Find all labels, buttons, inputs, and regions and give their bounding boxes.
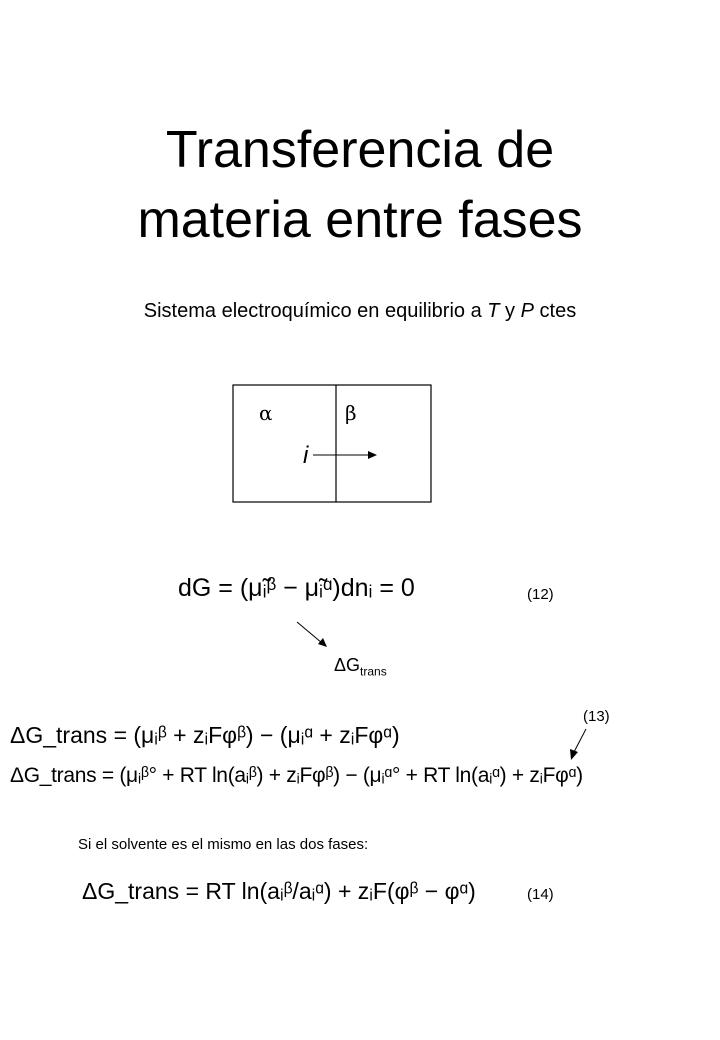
equation-14: ΔG_trans = RT ln(aᵢᵝ/aᵢᵅ) + zᵢF(φᵝ − φᵅ) — [82, 878, 476, 904]
eq13-arrow-line — [574, 729, 586, 752]
eq12-arrow-head — [318, 638, 327, 647]
eq13-arrow-head — [570, 749, 578, 760]
eq12-arrow-line — [297, 622, 322, 643]
subtitle-P: P — [520, 300, 534, 322]
page-title-line-2: materia entre fases — [137, 191, 583, 249]
subtitle-T: T — [487, 300, 500, 322]
phase-beta-label: β — [345, 401, 357, 425]
equation-14-number: (14) — [527, 886, 554, 903]
delta-g-trans-label — [334, 655, 387, 679]
equation-12: dG = (μ̃ᵢᵝ − μ̃ᵢᵅ)dnᵢ = 0 — [178, 574, 415, 602]
phase-alpha-label: α — [259, 401, 273, 425]
equation-13-line-2: ΔG_trans = (μᵢᵝ° + RT ln(aᵢᵝ) + zᵢFφᵝ) − (μᵢᵅ° + RT ln(aᵢᵅ) + zᵢFφᵅ) — [10, 764, 583, 787]
transfer-arrow-head — [368, 451, 377, 459]
equation-12-number: (12) — [527, 586, 554, 603]
species-i-label: i — [303, 442, 309, 469]
delta-g-symbol: ΔG — [334, 655, 361, 675]
equation-13-line-1: ΔG_trans = (μᵢᵝ + zᵢFφᵝ) − (μᵢᵅ + zᵢFφᵅ) — [10, 722, 400, 748]
subtitle-suffix: ctes — [533, 300, 577, 322]
subtitle-prefix: Sistema electroquímico en equilibrio a — [143, 300, 488, 322]
subtitle-y: y — [499, 300, 521, 322]
delta-g-subscript: trans — [360, 664, 387, 679]
equation-13-number: (13) — [583, 708, 610, 725]
page-title-line-1: Transferencia de — [165, 121, 555, 179]
solvent-note: Si el solvente es el mismo en las dos fases: — [78, 836, 369, 853]
